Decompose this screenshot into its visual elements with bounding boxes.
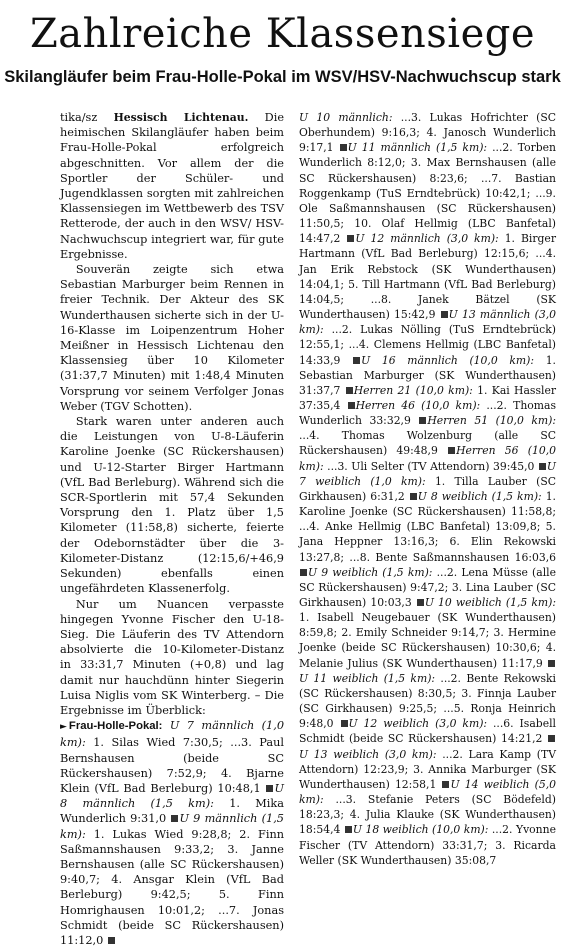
separator-square-icon — [442, 781, 449, 788]
result-entries: 1. Lukas Wied 9:28,8; 2. Finn Saßmannshausen 9:33,2; 3. Janne Bernshausen (alle SC Rückershausen) 9:40,7; 4. Ansgar Klein (VfL Bad Berleburg) 9:42,5; 5. Finn Homrighausen 10:01,2; ...7. Jonas Schmidt (beide SC Rückershausen) 11:12,0 — [60, 827, 284, 947]
result-category: U 9 weiblich (1,5 km): — [308, 565, 433, 579]
result-entries: ...2. Lukas Nölling (TuS Erndtebrück) 12:55,1; ...4. Clemens Hellmig (LBC Banfetal) 14:33,9 — [299, 323, 556, 367]
article-column-right — [299, 110, 556, 868]
result-entries: ...3. Lukas Hofrichter (SC Oberhundem) 9:16,3; 4. Janosch Wunderlich 9:17,1 — [299, 111, 556, 155]
result-category: Herren 21 (10,0 km): — [353, 383, 473, 397]
result-category: U 18 weiblich (10,0 km): — [352, 823, 489, 837]
article-paragraph-2: Souverän zeigte sich etwa Sebastian Marburger beim Rennen in freier Technik. Der Akteur des SK Wunderthausen sicherte sich in der U-16-Klasse im Loipenzentrum Hoher Meißner in Hessisch Lichtenau den Klassensieg über 10 Kilometer (31:37,7 Minuten) mit 1:48,4 Minuten Vorsprung vor seinem Verfolger Jonas Weber (TGV Schotten). — [60, 263, 284, 413]
result-entries: 1. Mika Wunderlich 9:31,0 — [60, 797, 284, 826]
separator-square-icon — [266, 785, 273, 792]
result-category: U 16 männlich (10,0 km): — [361, 353, 535, 367]
result-entries: 1. Isabell Neugebauer (SK Wunderthausen) 8:59,8; 2. Emily Schneider 9:14,7; 3. Hermine Joenke (beide SC Rückershausen) 10:30,6; 4. Melanie Julius (SK Wunderthausen) 11:17,9 — [299, 611, 556, 670]
result-entries: 1. Birger Hartmann (VfL Bad Berleburg) 12:15,6; ...4. Jan Erik Rebstock (SK Wunderthausen) 14:04,1; 5. Till Hartmann (VfL Bad Berleburg) 14:04,5; ...8. Janek Bätzel (SK Wunderthausen) 15:42,9 — [299, 232, 556, 322]
result-category: Herren 51 (10,0 km): — [427, 414, 556, 428]
result-entries: ...4. Thomas Wolzenburg (alle SC Rückershausen) 49:48,9 — [299, 429, 556, 458]
separator-square-icon — [448, 447, 455, 454]
article-paragraph-4: Nur um Nuancen verpasste hingegen Yvonne Fischer den U-18-Sieg. Die Läuferin des TV Attendorn absolvierte die 10-Kilometer-Distanz in 33:31,7 Minuten (+0,8) und lag damit nur hauchdünn hinter Siegerin Luisa Niglis vom SK Winterberg. – Die Ergebnisse im Überblick: — [60, 597, 284, 717]
result-entries: 1. Karoline Joenke (SC Rückershausen) 11:58,8; ...4. Anke Hellmig (LBC Banfetal) 13:09,8; 5. Jana Heppner 13:16,3; 6. Elin Rekowski 13:27,8; ...8. Bente Saßmannshausen 16:03,6 — [299, 489, 556, 564]
separator-square-icon — [345, 826, 352, 833]
result-category: Herren 56 (10,0 km): — [299, 444, 556, 473]
result-category: U 7 männlich (1,0 km): — [60, 719, 285, 750]
result-entries: 1. Kai Hassler 37:35,4 — [299, 383, 556, 412]
result-category: U 12 weiblich (3,0 km): — [348, 717, 488, 731]
result-category: U 7 weiblich (1,0 km): — [299, 459, 556, 488]
result-entries: ...2. Thomas Wunderlich 33:32,9 — [299, 398, 556, 428]
result-category: U 10 männlich: — [299, 111, 393, 124]
byline: tika/sz — [60, 111, 98, 124]
result-entries: ...2. Lara Kamp (TV Attendorn) 12:23,9; 3. Annika Marburger (SK Wunderthausen) 12:58,1 — [299, 747, 556, 791]
subheadline: Skilangläufer beim Frau-Holle-Pokal im WSV/HSV-Nachwuchscup stark — [4, 68, 561, 86]
result-entries: ...3. Uli Selter (TV Attendorn) 39:45,0 — [323, 459, 538, 473]
separator-square-icon — [340, 144, 347, 151]
result-category: U 8 weiblich (1,5 km): — [417, 489, 542, 503]
dateline-location: Hessisch Lichtenau. — [113, 111, 249, 124]
result-entries: ...6. Isabell Schmidt (beide SC Rückershausen) 14:21,2 — [299, 717, 556, 746]
arrow-icon: ► — [60, 722, 67, 733]
result-entries: ...3. Stefanie Peters (SC Bödefeld) 18:23,3; 4. Julia Klauke (SK Wunderthausen) 18:54,4 — [299, 793, 556, 837]
result-category: U 14 weiblich (5,0 km): — [299, 777, 556, 807]
separator-square-icon — [348, 402, 355, 409]
result-entries: 1. Silas Wied 7:30,5; ...3. Paul Bernshausen (beide SC Rückershausen) 7:52,9; 4. Bjarne Klein (VfL Bad Berleburg) 10:48,1 — [60, 736, 284, 795]
result-entries: ...2. Yvonne Fischer (TV Attendorn) 33:31,7; 3. Ricarda Weller (SK Wunderthausen) 35:08,7 — [299, 823, 556, 867]
separator-square-icon — [347, 235, 354, 242]
result-category: Herren 46 (10,0 km): — [355, 398, 481, 412]
result-category: U 9 männlich (1,5 km): — [60, 812, 284, 841]
result-category: U 13 weiblich (3,0 km): — [299, 747, 437, 761]
separator-square-icon — [171, 815, 178, 822]
separator-square-icon — [539, 463, 546, 470]
article-column-left — [60, 110, 284, 948]
separator-square-icon — [341, 720, 348, 727]
separator-square-icon — [353, 357, 360, 364]
result-category: U 13 männlich (3,0 km): — [299, 308, 556, 337]
article-paragraph-1 — [60, 110, 284, 262]
result-entries: ...2. Bente Rekowski (SC Rückershausen) 8:30,5; 3. Finnja Lauber (SC Girkhausen) 9:25,5; ...5. Ronja Heinrich 9:48,0 — [299, 671, 556, 731]
separator-square-icon — [410, 493, 417, 500]
result-category: U 11 weiblich (1,5 km): — [299, 671, 436, 685]
separator-square-icon — [548, 735, 555, 742]
separator-square-icon — [548, 660, 555, 667]
result-entries: 1. Tilla Lauber (SC Girkhausen) 6:31,2 — [299, 474, 556, 503]
result-category: U 10 weiblich (1,5 km): — [424, 596, 556, 609]
results-continued — [299, 110, 556, 868]
separator-square-icon — [346, 387, 353, 394]
headline: Zahlreiche Klassensiege — [29, 11, 536, 57]
results-block — [60, 718, 284, 948]
result-category: U 8 männlich (1,5 km): — [60, 781, 284, 811]
separator-square-icon — [300, 569, 307, 576]
result-category: U 12 männlich (3,0 km): — [355, 232, 499, 246]
result-entries: ...2. Lena Müsse (alle SC Rückershausen) 9:47,2; 3. Lina Lauber (SC Girkhausen) 10:03,3 — [299, 565, 556, 609]
separator-square-icon — [417, 599, 424, 606]
result-entries: ...2. Torben Wunderlich 8:12,0; 3. Max Bernshausen (alle SC Rückershausen) 8:23,6; ...7. Bastian Roggenkamp (TuS Erndtebrück) 10:42,1; ...9. Ole Saßmannshausen (SC Rückershausen) 11:50,5; 10. Olaf Hellmig (LBC Banfetal) 14:47,2 — [299, 141, 556, 246]
paragraph-1-text: Die heimischen Skilangläufer haben beim Frau-Holle-Pokal erfolgreich abgeschnitten. Vor allem der die Sportler der Schüler- und Jugendklassen sorgten mit zahlreichen Klassensiegen im Wettbewerb des TSV Retterode, der auch in den WSV/ HSV-Nachwuchscup integriert war, für gute Ergebnisse. — [60, 111, 284, 261]
results-event-name: Frau-Holle-Pokal: — [68, 720, 163, 733]
article-paragraph-3: Stark waren unter anderen auch die Leistungen von U-8-Läuferin Karoline Joenke (SC Rückershausen) und U-12-Starter Birger Hartmann (VfL Bad Berleburg). Während sich die SCR-Sportlerin mit 57,4 Sekunden Vorsprung den 1. Platz über 1,5 Kilometer (11:58,8) sicherte, feierte der Odebornstädter über die 3-Kilometer-Distanz (12:15,6/+46,9 Sekunden) ebenfalls einen ungefährdeten Klassenerfolg. — [60, 415, 284, 596]
separator-square-icon — [441, 311, 448, 318]
separator-square-icon — [108, 937, 115, 944]
result-category: U 11 männlich (1,5 km): — [347, 141, 488, 155]
result-entries: 1. Sebastian Marburger (SK Wunderthausen) 31:37,7 — [299, 353, 556, 397]
separator-square-icon — [419, 417, 426, 424]
